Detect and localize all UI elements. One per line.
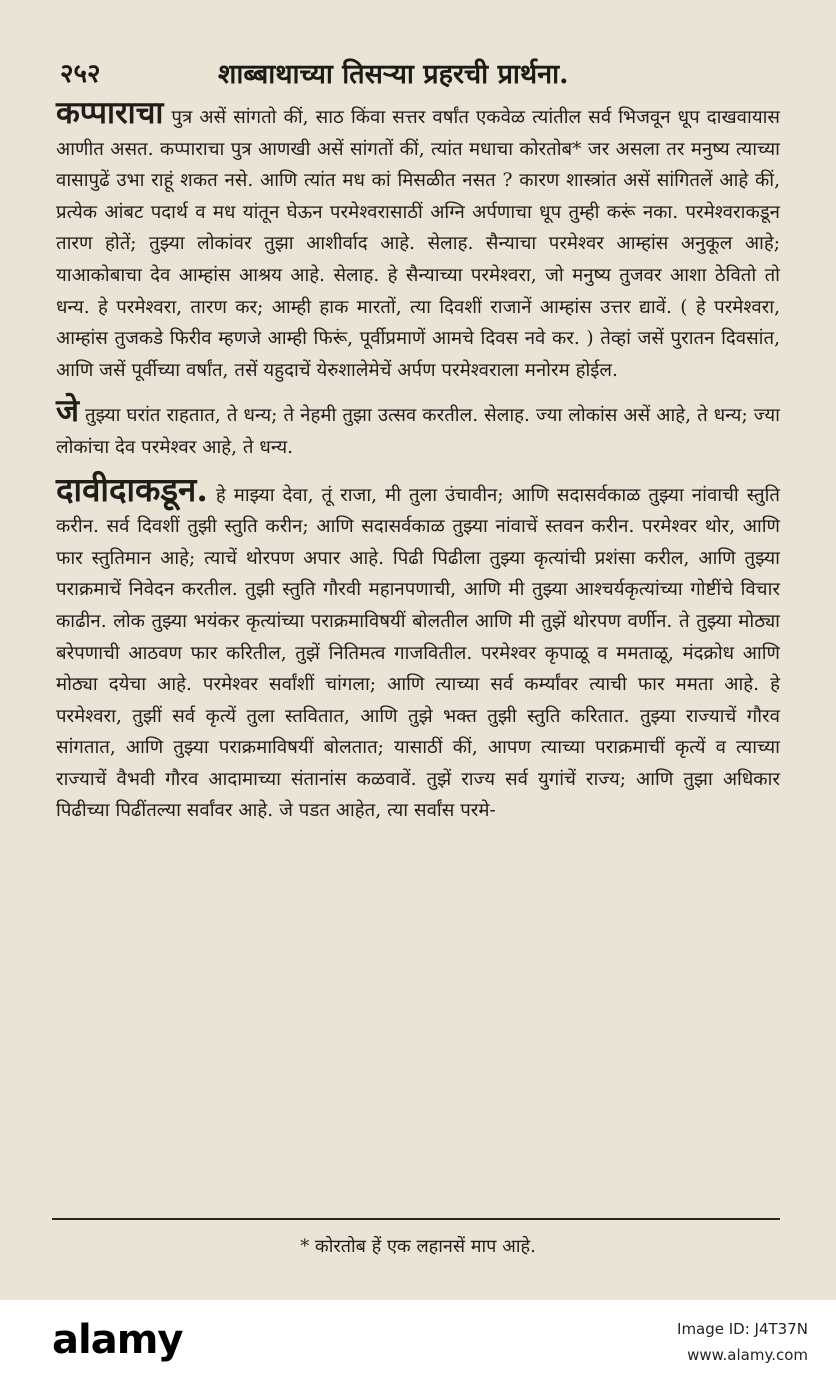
paragraph-lead-word: दावीदाकडून. (56, 469, 208, 509)
paragraph (56, 469, 780, 828)
running-title: शाब्बाथाच्या तिसऱ्या प्रहरची प्रार्थना. (218, 59, 569, 90)
watermark-url: www.alamy.com (687, 1346, 808, 1364)
watermark-image-id: Image ID: J4T37N (677, 1320, 808, 1338)
paragraph-lead-word: जे (56, 393, 80, 430)
page-number: २५२ (60, 59, 101, 89)
page-header (58, 50, 778, 90)
watermark-logo: alamy (52, 1317, 183, 1363)
paragraph-lead-word: कप्पाराचा (56, 95, 164, 131)
body-text (56, 95, 780, 837)
paragraph-text: हे माझ्या देवा, तूं राजा, मी तुला उंचावीन; आणि सदासर्वकाळ तुझ्या नांवाची स्तुति करीन. सर्व दिवशीं तुझी स्तुति करीन; आणि सदासर्वकाळ तुझ्या नांवाचें स्तवन करीन. परमेश्वर थोर, आणि फार स्तुतिमान आहे; त्याचें थोरपण अपार आहे. पिढी पिढीला तुझ्या कृत्यांची प्रशंसा करील, आणि तुझ्या पराक्रमाचें निवेदन करतील. तुझी स्तुति गौरवी महानपणाची, आणि मी तुझ्या आश्चर्यकृत्यांच्या गोष्टींचे विचार काढीन. लोक तुझ्या भयंकर कृत्यांच्या पराक्रमाविषयीं बोलतील आणि मी तुझें थोरपण वर्णीन. ते तुझ्या मोठ्या बरेपणाची आठवण फार करितील, तुझें नितिमत्व गाजवितील. परमेश्वर कृपाळू व ममताळू, मंदक्रोध आणि मोठ्या दयेचा आहे. परमेश्वर सर्वांशीं चांगला; आणि त्याच्या सर्व कर्म्यांवर त्याची फार ममता आहे. हे परमेश्वरा, तुझीं सर्व कृत्यें तुला स्तवितात, आणि तुझे भक्त तुझी स्तुति करितात. तुझ्या राज्याचें गौरव सांगतात, आणि तुझ्या पराक्रमाविषयीं बोलतात; यासाठीं कीं, आपण त्याच्या पराक्रमाचीं कृत्यें व त्याच्या राज्याचें वैभवी गौरव आदामाच्या संतानांस कळवावें. तुझें राज्य सर्व युगांचें राज्य; आणि तुझा अधिकार पिढीच्या पिढींतल्या सर्वांवर आहे. जे पडत आहेत, त्या सर्वांस परमे- (56, 484, 780, 822)
paragraph (56, 95, 780, 386)
paragraph-text: तुझ्या घरांत राहतात, ते धन्य; ते नेहमी तुझा उत्सव करतील. सेलाह. ज्या लोकांस असें आहे, ते धन्य; ज्या लोकांचा देव परमेश्वर आहे, ते धन्य. (56, 405, 780, 458)
footnote: * कोरतोब हें एक लहानसें माप आहे. (300, 1236, 536, 1257)
footnote-divider (52, 1218, 780, 1220)
paragraph (56, 393, 780, 463)
paragraph-text: पुत्र असें सांगतो कीं, साठ किंवा सत्तर वर्षांत एकवेळ त्यांतील सर्व भिजवून धूप दाखवायास आणीत असत. कप्पाराचा पुत्र आणखी असें सांगतों कीं, त्यांत मधाचा कोरतोब* जर असला तर मनुष्य त्याच्या वासापुढें उभा राहूं शकत नसे. आणि त्यांत मध कां मिसळीत नसत ? कारण शास्त्रांत असें सांगितलें आहे कीं, प्रत्येक आंबट पदार्थ व मध यांतून घेऊन परमेश्वरासाठीं अग्नि अर्पणाचा धूप तुम्ही करूं नका. परमेश्वराकडून तारण होतें; तुझ्या लोकांवर तुझा आशीर्वाद आहे. सेलाह. सैन्याचा परमेश्वर आम्हांस अनुकूल आहे; याआकोबाचा देव आम्हांस आश्रय आहे. सेलाह. हे सैन्याच्या परमेश्वरा, जो मनुष्य तुजवर आशा ठेवितो तो धन्य. हे परमेश्वरा, तारण कर; आम्ही हाक मारतों, त्या दिवशीं राजानें आम्हांस उत्तर द्यावें. ( हे परमेश्वरा, आम्हांस तुजकडे फिरीव म्हणजे आम्ही फिरूं, पूर्वीप्रमाणें आमचे दिवस नवे कर. ) तेव्हां जसें पुरातन दिवसांत, आणि जसें पूर्वीच्या वर्षांत, तसें यहुदाचें येरुशालेमेचें अर्पण परमेश्वराला मनोरम होईल. (56, 107, 780, 381)
